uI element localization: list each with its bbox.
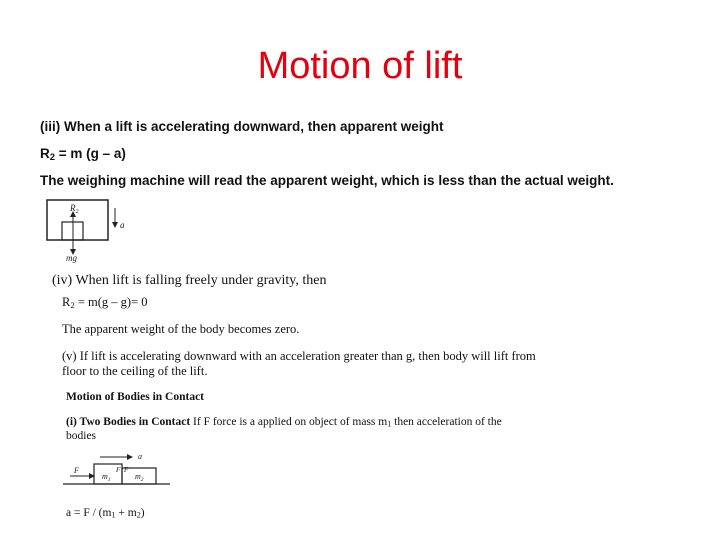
section-v-line2: floor to the ceiling of the lift. bbox=[62, 364, 208, 378]
section-iv-equation bbox=[62, 295, 148, 309]
eq-sub: 2 bbox=[49, 151, 55, 163]
slide-title: Motion of lift bbox=[257, 45, 463, 87]
contact-heading: Motion of Bodies in Contact bbox=[66, 391, 204, 403]
eq-rest: = m (g – a) bbox=[55, 146, 126, 161]
eq-sub1: 1 bbox=[111, 510, 116, 520]
section-iv-heading: (iv) When lift is falling freely under gravity, then bbox=[52, 273, 327, 288]
mg-label: mg bbox=[66, 253, 77, 263]
mass-sub: 1 bbox=[387, 419, 392, 429]
m1-label: $m_1$ bbox=[102, 472, 111, 483]
contact-line1 bbox=[66, 416, 502, 429]
f-mid2-label: F bbox=[124, 466, 129, 474]
acceleration-equation bbox=[66, 507, 145, 520]
eq-r: R bbox=[40, 146, 50, 161]
eq-sub2: 2 bbox=[136, 510, 141, 520]
section-iii-statement: The weighing machine will read the apparent weight, which is less than the actual weight. bbox=[40, 173, 614, 188]
section-iii-equation bbox=[40, 146, 126, 162]
eq-mid: + m bbox=[115, 507, 137, 519]
section-v-line1: (v) If lift is accelerating downward with an acceleration greater than g, then body will lift from bbox=[62, 349, 536, 363]
contact-subheading: (i) Two Bodies in Contact bbox=[66, 416, 191, 428]
lift-diagram bbox=[40, 196, 140, 264]
f-left-label: F bbox=[74, 466, 79, 475]
section-iii-heading: (iii) When a lift is accelerating downward, then apparent weight bbox=[40, 119, 444, 134]
accel-label: a bbox=[138, 452, 142, 461]
eq-sub: 2 bbox=[70, 299, 75, 310]
eq-r: R bbox=[62, 295, 71, 309]
eq-post: ) bbox=[140, 507, 145, 519]
contact-text-post: then acceleration of the bbox=[391, 416, 502, 428]
accel-arrow-head bbox=[127, 454, 133, 460]
contact-diagram bbox=[60, 450, 175, 490]
lift-box bbox=[47, 200, 108, 240]
r2-label: $R_2$ bbox=[70, 203, 79, 215]
eq-pre: a = F / (m bbox=[66, 507, 112, 519]
eq-rest: = m(g – g)= 0 bbox=[74, 295, 148, 309]
section-iv-statement: The apparent weight of the body becomes zero. bbox=[62, 322, 300, 336]
a-label: a bbox=[120, 220, 125, 230]
f-mid1-label: F bbox=[116, 466, 121, 474]
contact-text: If F force is a applied on object of mass m bbox=[190, 416, 388, 428]
a-arrow-head bbox=[112, 222, 118, 228]
contact-line2: bodies bbox=[66, 430, 97, 442]
m2-label: $m_2$ bbox=[135, 472, 144, 483]
